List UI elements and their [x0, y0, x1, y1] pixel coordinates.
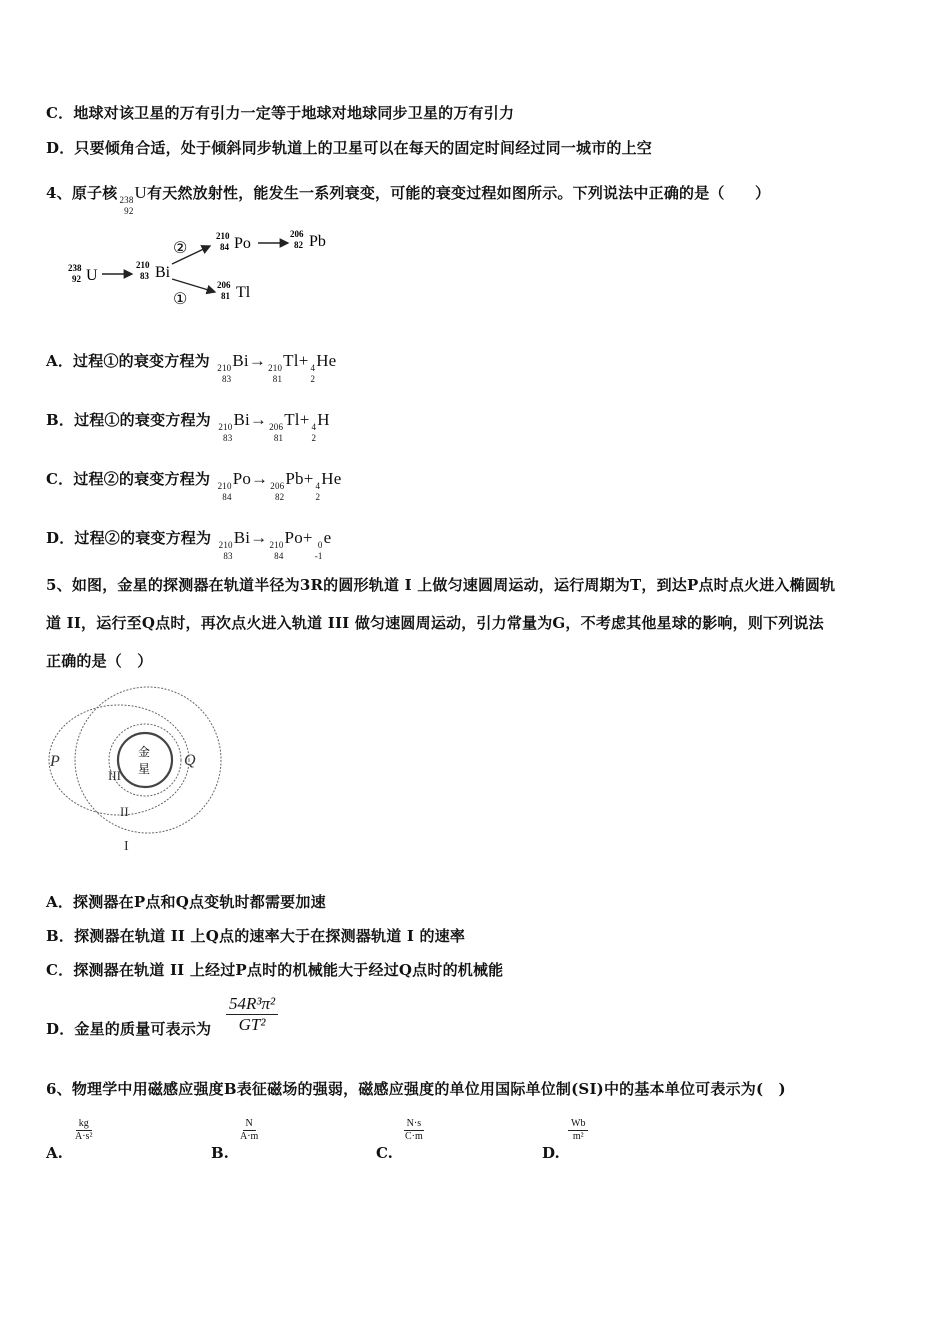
q6-option-b-label: B.: [211, 1144, 229, 1162]
q4-option-b-equation: 210 83 Bi→ 206 81 Tl+ 4 2 H: [218, 410, 330, 443]
q6-option-a-label: A.: [46, 1144, 63, 1162]
point-q-label: Q: [184, 752, 196, 769]
q5-option-d-formula: [226, 994, 278, 1035]
q4-option-a-equation: 210 83 Bi→ 210 81 Tl+ 4 2 He: [217, 351, 337, 384]
q4-option-b: [46, 409, 330, 444]
q6-stem: 6、物理学中用磁感应强度B表征磁场的强弱，磁感应强度的单位用国际单位制(SI)中的基本单位可表示为( ): [46, 1080, 786, 1098]
q4-stem-nucleus: 238 92 U: [119, 183, 148, 216]
diagram-po-symbol: Po: [234, 235, 251, 252]
q3-option-c: C．地球对该卫星的万有引力一定等于地球对地球同步卫星的万有引力: [46, 104, 515, 122]
q5-stem-line-1: 5、如图，金星的探测器在轨道半径为3R的圆形轨道 I 上做匀速圆周运动，运行周期为T，到达P点时点火进入椭圆轨: [46, 576, 836, 594]
planet-label-bottom: 星: [138, 762, 151, 776]
q5-option-a: A．探测器在P点和Q点变轨时都需要加速: [46, 893, 326, 911]
q4-option-c-equation: 210 84 Po→ 206 82 Pb+ 4 2 He: [217, 469, 342, 502]
diagram-bi-mass: 210: [136, 260, 150, 270]
q5-formula-numerator: 54R³π²: [226, 994, 278, 1015]
q6-option-b-unit: $\frac{N}{A\cdot m}$: [240, 1118, 259, 1142]
q5-option-d: [46, 1018, 211, 1039]
diagram-path-1: ①: [173, 291, 188, 308]
diagram-tl-symbol: Tl: [236, 284, 251, 301]
q4-option-d: [46, 527, 331, 562]
orbit-2-label: II: [120, 804, 129, 819]
q5-stem-line-2: 道 II，运行至Q点时，再次点火进入轨道 III 做匀速圆周运动，引力常量为G，不考虑其他星球的影响，则下列说法: [46, 614, 824, 632]
q4-stem-prefix: 4、原子核: [46, 184, 118, 202]
orbit-3-label: III: [108, 768, 121, 783]
q6-options: [46, 1118, 746, 1168]
planet-label-top: 金: [138, 745, 151, 759]
diagram-po-mass: 210: [216, 231, 230, 241]
q4-stem: [46, 182, 770, 217]
q4-option-a-label: A．过程①的衰变方程为: [46, 352, 210, 370]
q6-option-a-unit: $\frac{kg}{\text{A·s²}}$: [75, 1118, 93, 1142]
diagram-u-symbol: U: [86, 267, 98, 284]
q5-option-b: B．探测器在轨道 II 上Q点的速率大于在探测器轨道 I 的速率: [46, 927, 466, 945]
diagram-tl-charge: 81: [221, 291, 230, 301]
diagram-u-charge: 92: [72, 274, 81, 284]
q5-orbit-diagram: [44, 684, 244, 859]
q4-decay-diagram: [60, 222, 360, 312]
q5-option-c: C．探测器在轨道 II 上经过P点时的机械能大于经过Q点时的机械能: [46, 961, 504, 979]
orbit-1-label: I: [124, 839, 129, 854]
diagram-po-charge: 84: [220, 242, 229, 252]
q4-stem-suffix: 有天然放射性，能发生一系列衰变，可能的衰变过程如图所示。下列说法中正确的是（ ）: [147, 184, 771, 202]
planet-venus: [118, 733, 172, 787]
q6-option-c-label: C.: [376, 1144, 393, 1162]
diagram-tl-mass: 206: [217, 280, 231, 290]
diagram-pb-mass: 206: [290, 229, 304, 239]
q4-option-b-label: B．过程①的衰变方程为: [46, 411, 211, 429]
q5-option-d-label: D．金星的质量可表示为: [46, 1020, 212, 1038]
q4-option-c: [46, 468, 341, 503]
q6-option-d-unit: $\frac{Wb}{\text{m²}}$: [568, 1118, 588, 1143]
diagram-bi-symbol: Bi: [155, 264, 171, 281]
q4-option-c-label: C．过程②的衰变方程为: [46, 470, 211, 488]
q5-stem-line-3: 正确的是（ ）: [46, 652, 153, 670]
diagram-pb-symbol: Pb: [309, 233, 326, 250]
q4-option-d-equation: 210 83 Bi→ 210 84 Po+ 0 -1 e: [218, 528, 332, 561]
q4-option-d-label: D．过程②的衰变方程为: [46, 529, 212, 547]
diagram-bi-charge: 83: [140, 271, 149, 281]
diagram-pb-charge: 82: [294, 240, 303, 250]
q5-formula-denominator: GT²: [238, 1015, 266, 1034]
diagram-u-mass: 238: [68, 263, 82, 273]
q4-option-a: [46, 350, 336, 385]
point-p-label: P: [50, 753, 60, 770]
q6-option-d-label: D.: [542, 1144, 560, 1162]
q6-option-c-unit: $\frac{N\cdot s}{C\cdot m}$: [405, 1118, 423, 1142]
diagram-path-2: ②: [173, 240, 188, 257]
q3-option-d: D．只要倾角合适，处于倾斜同步轨道上的卫星可以在每天的固定时间经过同一城市的上空: [46, 139, 653, 157]
